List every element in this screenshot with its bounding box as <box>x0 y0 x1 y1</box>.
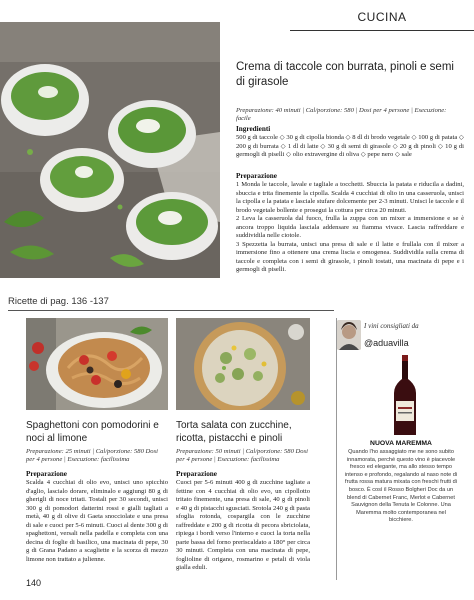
wine-recommended-label: I vini consigliati da <box>364 322 419 330</box>
section-tag: CUCINA <box>357 10 407 24</box>
prep-step-3: 3 Spezzetta la burrata, unisci una presa di sale e il latte e frullala con il mixer a immersione fino a ottenere una crema liscia e omogenea. Suddividila sulla crema di taccole e completa con i semi di girasole, i pinoli tostati, una macinata di pepe e i germogli di piselli. <box>236 240 464 273</box>
wine-name: NUOVA MAREMMA <box>370 440 432 447</box>
ingredients-heading: Ingredienti <box>236 125 271 133</box>
photo-spaghettoni <box>26 318 168 410</box>
page-number: 140 <box>26 578 42 588</box>
main-prep-steps <box>236 181 464 275</box>
recipe-right-prep-text: Cuoci per 5-6 minuti 400 g di zucchine tagliate a fettine con 4 cucchiai di olio evo, un cipollotto tritato finemente, una presa di sale, 40 g di pinoli e 40 g di pistacchi sgusciati. Srotola 240 g di pasta sfoglia rotonda, cospargila con le zucchine raffreddate e 200 g di ricotta di pecora sbriciolata, ripiega i bordi verso l'interno e cuoci la torta nella parte bassa del forno preriscaldato a 180° per circa 30 minuti. Completa con una macinata di pepe, foglioline di origano, rosmarino e petali di viola gialla eduli. <box>176 479 310 571</box>
recipe-left-prep-text: Scalda 4 cucchiai di olio evo, unisci uno spicchio d'aglio, lascialo dorare, eliminalo e aggiungi 80 g di gherigli di noce tritati. Tostali per 30 secondi, unisci 300 g di pomodori datterini rossi e gialli tagliati a metà, 40 g di olive di Gaeta snocciolate e una presa di sale e cuoci per 5-6 minuti. Cuoci al dente 300 g di spaghettoni, versali nella padella e completa con una decina di foglie di basilico, una macinata di pepe, 30 g di Grana Padano a scagliette e la scorza di mezzo limone non trattato a julienne. <box>26 479 168 563</box>
wine-author-handle: @aduavilla <box>364 338 409 348</box>
photo-torta-salata <box>176 318 310 410</box>
spaghettoni-illustration <box>26 318 168 410</box>
torta-salata-illustration <box>176 318 310 410</box>
main-recipe-title: Crema di taccole con burrata, pinoli e semi di girasole <box>236 61 454 88</box>
wine-description: Quando l'ho assaggiato me ne sono subito innamorata, perché questo vino è piacevole fresco ed elegante, ma allo stesso tempo intenso e profondo, regalando al naso note di frutta rossa matura mixata con freschi frutti di bosco. È così il Rosso Bolgheri Doc da un blend di Cabernet Franc, Merlot e Cabernet Sauvignon della Tenuta le Colonne. Una Maremma molto contemporanea nel bicchiere. <box>344 449 458 524</box>
wine-bottle-icon <box>390 355 420 437</box>
ingredients-text: 500 g di taccole ◇ 30 g di cipolla bionda ◇ 8 dl di brodo vegetale ◇ 100 g di patata ◇ 200 g di burrata ◇ 1 dl di latte ◇ 30 g di semi di girasole ◇ 20 g di pinoli ◇ 10 g di germogli di piselli ◇ olio extravergine di oliva ◇ pepe nero ◇ sale <box>236 134 464 158</box>
wine-sidebar-rule <box>336 318 337 580</box>
hero-photo-soup-bowls <box>0 22 220 278</box>
bottle-illustration <box>390 355 420 437</box>
recipe-left-meta: Preparazione: 25 minuti | Cal/porzione: 580 Dosi per 4 persone | Esecuzione: facilissima <box>26 448 158 464</box>
ricette-rule <box>8 310 334 311</box>
main-prep-heading: Preparazione <box>236 172 277 180</box>
avatar <box>337 320 361 350</box>
ricette-label: Ricette di pag. 136 -137 <box>8 296 109 307</box>
recipe-right-prep-heading: Preparazione <box>176 470 217 478</box>
soup-bowls-illustration <box>0 22 220 278</box>
recipe-left-prep-heading: Preparazione <box>26 470 67 478</box>
section-rule <box>290 30 474 31</box>
recipe-right-meta: Preparazione: 50 minuti | Cal/porzione: 580 Dosi per 4 persone | Esecuzione: facilissima <box>176 448 308 464</box>
avatar-portrait-icon <box>337 320 361 350</box>
prep-step-2: 2 Leva la casseruola dal fuoco, frulla la zuppa con un mixer a immersione e se è ancora troppo liquida lasciala addensare su fiamma vivace. Lascia raffreddare e suddividila nelle ciotole. <box>236 215 464 239</box>
main-recipe-meta: Preparazione: 40 minuti | Cal/porzione: 580 | Dosi per 4 persone | Esecuzione: facile <box>236 107 447 123</box>
recipe-left-title: Spaghettoni con pomodorini e noci al limone <box>26 420 159 444</box>
prep-step-1: 1 Monda le taccole, lavale e tagliale a tocchetti. Sbuccia la patata e riducila a dadini, sbuccia e trita finemente la cipolla. Scalda 4 cucchiai di olio in una casseruola, unisci la cipolla e la patata e lasciale stufare dolcemente per 2-3 minuti. Unisci le taccole e il brodo vegetale bollente e prosegui la cottura per circa 20 minuti. <box>236 181 464 214</box>
recipe-right-title: Torta salata con zucchine, ricotta, pistacchi e pinoli <box>176 420 292 444</box>
